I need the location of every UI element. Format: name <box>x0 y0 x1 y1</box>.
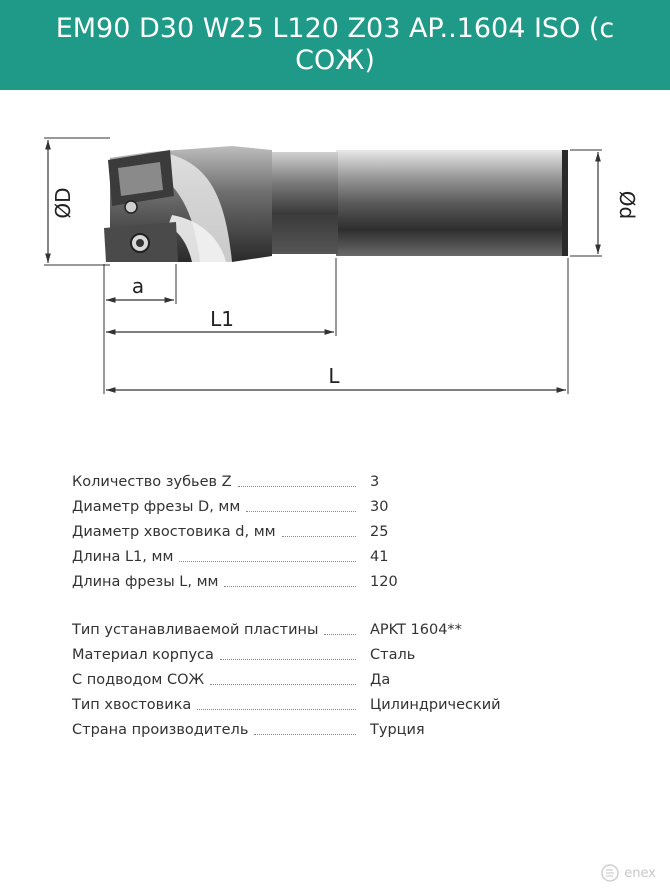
spec-row <box>72 689 532 714</box>
dim-L1-label: L1 <box>210 307 234 331</box>
spec-value: Цилиндрический <box>370 697 501 713</box>
technical-drawing <box>0 100 670 420</box>
spec-label: Диаметр фрезы D, мм <box>72 499 241 515</box>
spec-value: Да <box>370 672 391 688</box>
logo-icon <box>600 863 620 883</box>
dim-L-label: L <box>328 364 340 388</box>
tool-neck <box>272 152 338 254</box>
specs-table-properties <box>72 614 532 739</box>
spec-value: APKT 1604** <box>370 622 462 638</box>
spec-row <box>72 664 532 689</box>
spec-row <box>72 466 532 491</box>
spec-value: 30 <box>370 499 389 515</box>
page-title: EM90 D30 W25 L120 Z03 AP..1604 ISO (с СОЖ) <box>55 13 615 76</box>
spec-value: Турция <box>370 722 425 738</box>
spec-value: 120 <box>370 574 398 590</box>
spec-value: 25 <box>370 524 389 540</box>
specs-table-dimensions <box>72 466 532 591</box>
logo-text: enex <box>624 865 656 881</box>
spec-label: Страна производитель <box>72 722 249 738</box>
spec-row <box>72 614 532 639</box>
dim-d-label: Ød <box>615 190 639 220</box>
spec-row <box>72 516 532 541</box>
spec-row <box>72 566 532 591</box>
tool-shank <box>336 150 568 256</box>
spec-label: Материал корпуса <box>72 647 214 663</box>
spec-label: Тип хвостовика <box>72 697 192 713</box>
spec-value: Сталь <box>370 647 416 663</box>
spec-value: 3 <box>370 474 380 490</box>
dim-a-label: a <box>131 274 145 298</box>
spec-value: 41 <box>370 549 389 565</box>
spec-row <box>72 541 532 566</box>
spec-label: Количество зубьев Z <box>72 474 232 490</box>
page-header <box>0 0 670 90</box>
spec-row <box>72 714 532 739</box>
enex-logo <box>600 863 656 883</box>
spec-row <box>72 639 532 664</box>
spec-label: С подводом СОЖ <box>72 672 205 688</box>
spec-label: Длина L1, мм <box>72 549 174 565</box>
spec-row <box>72 491 532 516</box>
dim-D-label: ØD <box>51 187 75 219</box>
spec-label: Длина фрезы L, мм <box>72 574 219 590</box>
spec-label: Диаметр хвостовика d, мм <box>72 524 276 540</box>
spec-label: Тип устанавливаемой пластины <box>72 622 319 638</box>
